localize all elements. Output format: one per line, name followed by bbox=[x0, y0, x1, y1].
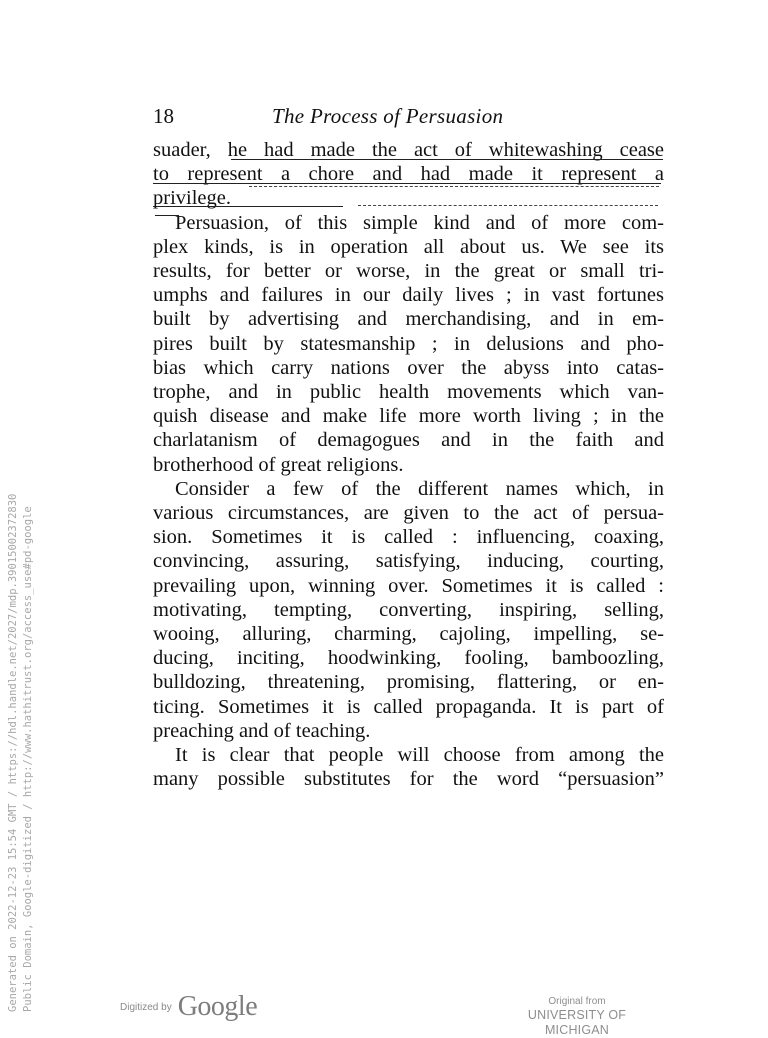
page-body bbox=[153, 138, 664, 791]
pen-dash-mark bbox=[358, 205, 658, 206]
institution-name: UNIVERSITY OF MICHIGAN bbox=[527, 1008, 627, 1037]
pen-underline-mark bbox=[155, 215, 179, 216]
text-line: trophe, and in public health movements which van- bbox=[153, 381, 664, 404]
original-from-block bbox=[497, 996, 657, 1038]
text-line: charlatanism of demagogues and in the faith and bbox=[153, 429, 664, 452]
text-line: sion. Sometimes it is called : influencing, coaxing, bbox=[153, 526, 664, 549]
text-line: umphs and failures in our daily lives ; in vast fortunes bbox=[153, 284, 664, 307]
text-line: quish disease and make life more worth living ; in the bbox=[153, 405, 664, 428]
watermark-text bbox=[6, 494, 36, 1012]
text-line: to represent a chore and had made it represent a bbox=[153, 163, 664, 186]
text-line: many possible substitutes for the word “persuasion” bbox=[153, 768, 664, 791]
text-line: suader, he had made the act of whitewashing cease bbox=[153, 139, 664, 161]
text-line: ducing, inciting, hoodwinking, fooling, bamboozling, bbox=[153, 647, 664, 670]
paragraph-start-line: Consider a few of the different names which, in bbox=[175, 477, 664, 500]
digitized-by-label: Digitized by bbox=[120, 1001, 172, 1013]
pen-dash-mark bbox=[249, 186, 659, 187]
paragraph-start-line: Persuasion, of this simple kind and of more com- bbox=[175, 211, 664, 234]
text-line: convincing, assuring, satisfying, inducing, courting, bbox=[153, 550, 664, 573]
watermark-line-generated: Generated on 2022-12-23 15:54 GMT / https://hdl.handle.net/2027/mdp.39015002372830 bbox=[7, 493, 19, 1012]
page-header bbox=[153, 100, 664, 132]
text-line: ticing. Sometimes it is called propaganda. It is part of bbox=[153, 695, 664, 718]
running-title: The Process of Persuasion bbox=[272, 104, 504, 128]
google-logo: Google bbox=[177, 991, 258, 1022]
text-line: bulldozing, threatening, promising, flattering, or en- bbox=[153, 671, 664, 694]
pen-underline-mark bbox=[153, 206, 343, 207]
text-line: privilege. bbox=[153, 187, 231, 210]
text-line: plex kinds, is in operation all about us. We see its bbox=[153, 235, 664, 258]
paragraph-start-line: It is clear that people will choose from among the bbox=[175, 744, 664, 767]
pen-underline-mark bbox=[231, 159, 663, 160]
watermark-line-public-domain: Public Domain, Google-digitized / http://www.hathitrust.org/access_use#pd-google bbox=[22, 506, 34, 1012]
text-line: built by advertising and merchandising, and in em- bbox=[153, 308, 664, 331]
page-number: 18 bbox=[153, 104, 174, 128]
text-line: bias which carry nations over the abyss into catas- bbox=[153, 356, 664, 379]
text-line: prevailing upon, winning over. Sometimes it is called : bbox=[153, 574, 664, 597]
text-line: various circumstances, are given to the act of persua- bbox=[153, 502, 664, 525]
text-line: pires built by statesmanship ; in delusions and pho- bbox=[153, 332, 664, 355]
original-from-label: Original from bbox=[548, 996, 606, 1007]
text-line: preaching and of teaching. bbox=[153, 719, 371, 742]
text-line: wooing, alluring, charming, cajoling, impelling, se- bbox=[153, 623, 664, 646]
text-line: brotherhood of great religions. bbox=[153, 453, 404, 476]
pen-underline-mark bbox=[153, 183, 661, 184]
hathitrust-watermark bbox=[0, 0, 40, 1024]
digitized-by-google bbox=[120, 990, 257, 1024]
text-line: motivating, tempting, converting, inspiring, selling, bbox=[153, 598, 664, 621]
text-line: results, for better or worse, in the great or small tri- bbox=[153, 260, 664, 283]
